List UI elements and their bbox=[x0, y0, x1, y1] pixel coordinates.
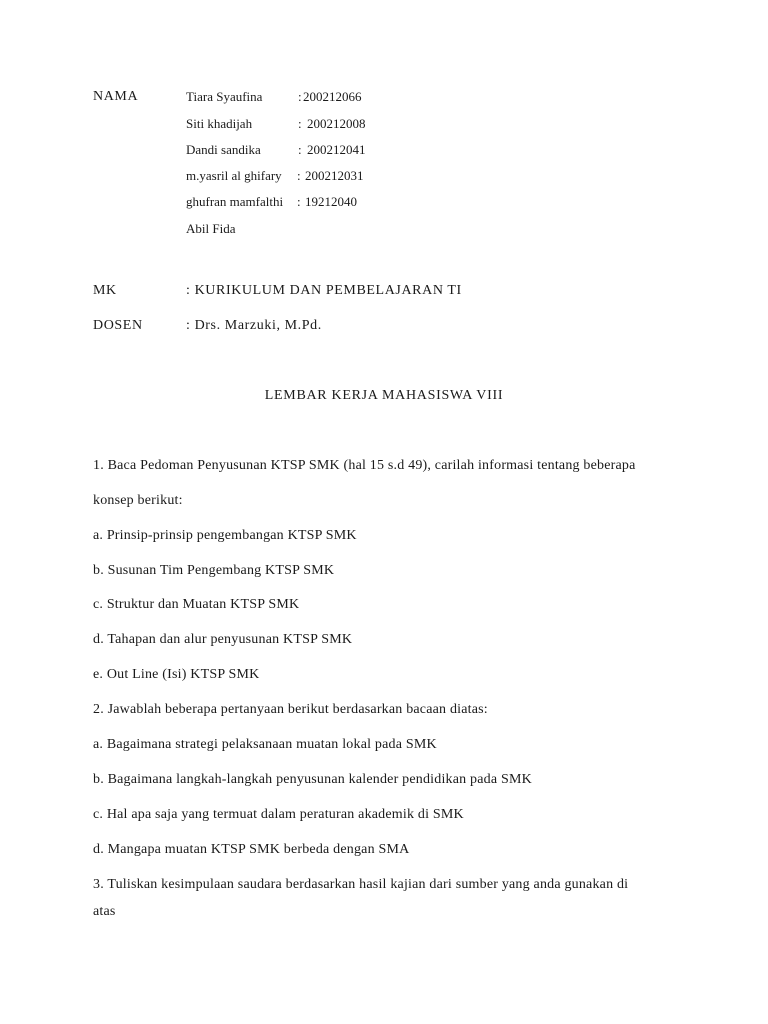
member-separator: : bbox=[297, 194, 304, 209]
member-id: 200212008 bbox=[307, 116, 366, 131]
member-name: Dandi sandika bbox=[186, 142, 261, 157]
list-item: b. Bagaimana langkah-langkah penyusunan kalender pendidikan pada SMK bbox=[93, 772, 532, 787]
member-name: m.yasril al ghifary bbox=[186, 168, 282, 183]
question-1-line-2: konsep berikut: bbox=[93, 493, 183, 508]
dosen-label: DOSEN bbox=[93, 318, 143, 333]
member-separator: : bbox=[297, 168, 304, 183]
list-item: c. Struktur dan Muatan KTSP SMK bbox=[93, 597, 300, 612]
list-item: a. Prinsip-prinsip pengembangan KTSP SMK bbox=[93, 528, 357, 543]
member-separator: : bbox=[298, 142, 305, 157]
member-separator: : bbox=[298, 89, 302, 104]
dosen-value: : Drs. Marzuki, M.Pd. bbox=[186, 318, 322, 333]
list-item: c. Hal apa saja yang termuat dalam peraturan akademik di SMK bbox=[93, 807, 464, 822]
member-id: 200212031 bbox=[305, 168, 364, 183]
question-1-line-1: 1. Baca Pedoman Penyusunan KTSP SMK (hal 15 s.d 49), carilah informasi tentang beberapa bbox=[93, 458, 636, 473]
mk-value: : KURIKULUM DAN PEMBELAJARAN TI bbox=[186, 283, 462, 298]
list-item: a. Bagaimana strategi pelaksanaan muatan lokal pada SMK bbox=[93, 737, 437, 752]
member-name: ghufran mamfalthi bbox=[186, 194, 284, 209]
member-id: 200212041 bbox=[307, 142, 366, 157]
question-3-line-1: 3. Tuliskan kesimpulaan saudara berdasarkan hasil kajian dari sumber yang anda gunakan di bbox=[93, 877, 629, 892]
nama-label: NAMA bbox=[93, 89, 139, 104]
list-item: b. Susunan Tim Pengembang KTSP SMK bbox=[93, 563, 335, 578]
list-item: d. Mangapa muatan KTSP SMK berbeda dengan SMA bbox=[93, 842, 410, 857]
page-title: LEMBAR KERJA MAHASISWA VIII bbox=[264, 388, 504, 403]
member-id: 200212066 bbox=[303, 89, 362, 104]
member-name: Tiara Syaufina bbox=[186, 89, 263, 104]
list-item: e. Out Line (Isi) KTSP SMK bbox=[93, 667, 260, 682]
member-name: Siti khadijah bbox=[186, 116, 253, 131]
list-item: d. Tahapan dan alur penyusunan KTSP SMK bbox=[93, 632, 353, 647]
question-2: 2. Jawablah beberapa pertanyaan berikut berdasarkan bacaan diatas: bbox=[93, 702, 488, 717]
mk-label: MK bbox=[93, 283, 117, 298]
member-id: 19212040 bbox=[305, 194, 357, 209]
question-3-line-2: atas bbox=[93, 904, 116, 919]
member-name: Abil Fida bbox=[186, 221, 236, 236]
member-separator: : bbox=[298, 116, 305, 131]
